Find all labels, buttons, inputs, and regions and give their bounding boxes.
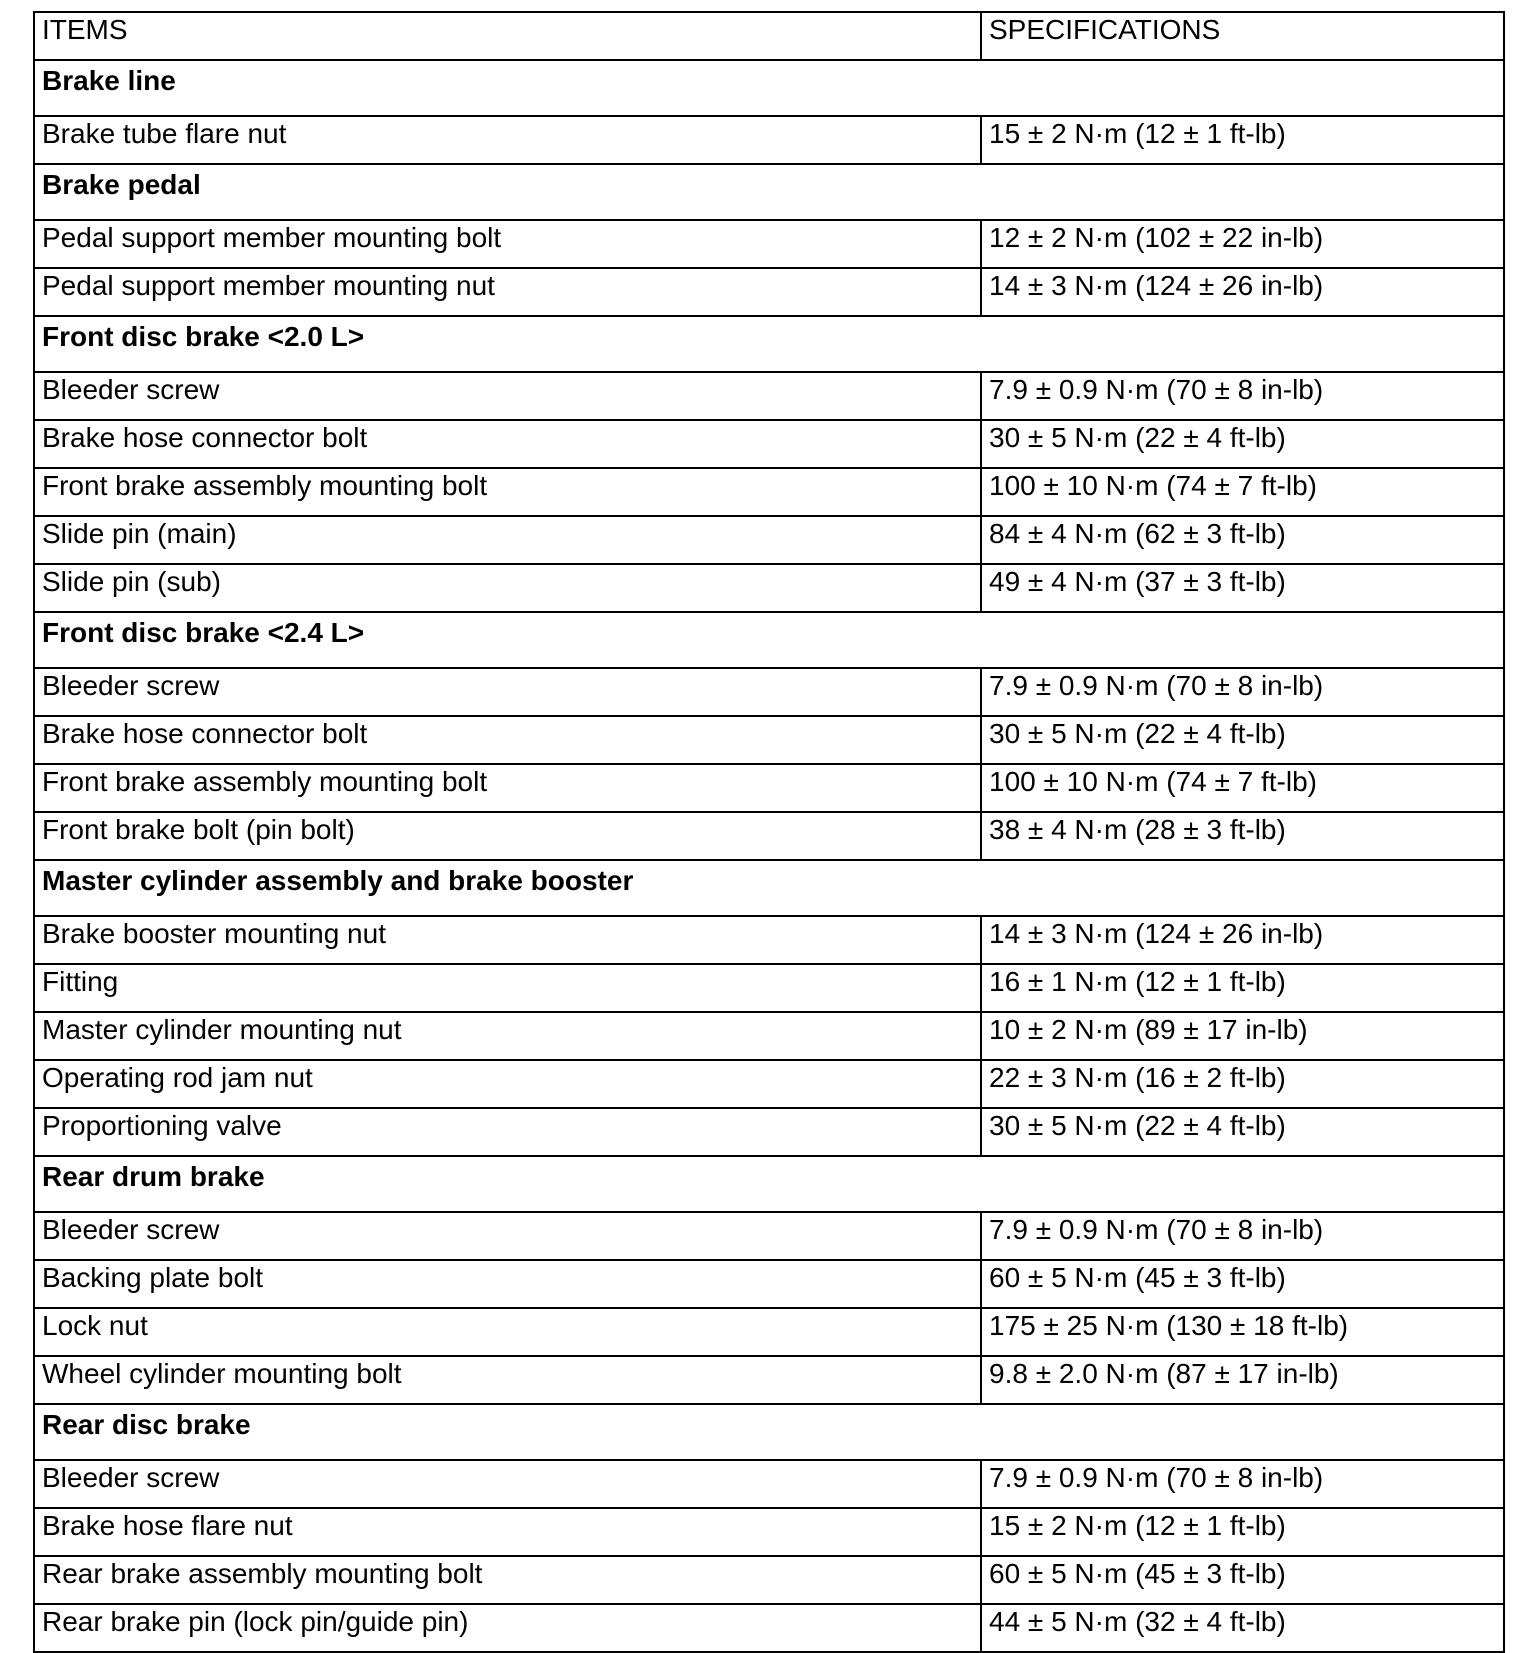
table-row — [34, 516, 1504, 564]
item-cell: Brake hose connector bolt — [34, 716, 981, 764]
table-row — [34, 916, 1504, 964]
spec-cell: 15 ± 2 N·m (12 ± 1 ft-lb) — [981, 116, 1504, 164]
item-cell: Master cylinder mounting nut — [34, 1012, 981, 1060]
spec-cell: 30 ± 5 N·m (22 ± 4 ft-lb) — [981, 420, 1504, 468]
item-cell: Pedal support member mounting bolt — [34, 220, 981, 268]
spec-cell: 7.9 ± 0.9 N·m (70 ± 8 in-lb) — [981, 372, 1504, 420]
spec-cell: 30 ± 5 N·m (22 ± 4 ft-lb) — [981, 716, 1504, 764]
item-cell: Bleeder screw — [34, 1460, 981, 1508]
item-cell: Brake hose flare nut — [34, 1508, 981, 1556]
table-row — [34, 1212, 1504, 1260]
table-row — [34, 812, 1504, 860]
item-cell: Wheel cylinder mounting bolt — [34, 1356, 981, 1404]
spec-cell: 60 ± 5 N·m (45 ± 3 ft-lb) — [981, 1260, 1504, 1308]
header-items: ITEMS — [34, 12, 981, 60]
section-title: Brake pedal — [34, 164, 1504, 220]
spec-cell: 12 ± 2 N·m (102 ± 22 in-lb) — [981, 220, 1504, 268]
table-row — [34, 1556, 1504, 1604]
item-cell: Backing plate bolt — [34, 1260, 981, 1308]
table-row — [34, 668, 1504, 716]
section-header-row — [34, 860, 1504, 916]
spec-cell: 84 ± 4 N·m (62 ± 3 ft-lb) — [981, 516, 1504, 564]
spec-cell: 7.9 ± 0.9 N·m (70 ± 8 in-lb) — [981, 1460, 1504, 1508]
item-cell: Front brake assembly mounting bolt — [34, 468, 981, 516]
table-row — [34, 1356, 1504, 1404]
spec-cell: 14 ± 3 N·m (124 ± 26 in-lb) — [981, 916, 1504, 964]
section-title: Master cylinder assembly and brake booster — [34, 860, 1504, 916]
table-row — [34, 716, 1504, 764]
item-cell: Rear brake assembly mounting bolt — [34, 1556, 981, 1604]
section-header-row — [34, 1404, 1504, 1460]
spec-cell: 14 ± 3 N·m (124 ± 26 in-lb) — [981, 268, 1504, 316]
spec-cell: 10 ± 2 N·m (89 ± 17 in-lb) — [981, 1012, 1504, 1060]
section-title: Front disc brake <2.0 L> — [34, 316, 1504, 372]
item-cell: Lock nut — [34, 1308, 981, 1356]
table-row — [34, 1060, 1504, 1108]
section-title: Front disc brake <2.4 L> — [34, 612, 1504, 668]
spec-cell: 15 ± 2 N·m (12 ± 1 ft-lb) — [981, 1508, 1504, 1556]
section-header-row — [34, 612, 1504, 668]
table-row — [34, 764, 1504, 812]
table-row — [34, 1012, 1504, 1060]
item-cell: Pedal support member mounting nut — [34, 268, 981, 316]
spec-cell: 100 ± 10 N·m (74 ± 7 ft-lb) — [981, 468, 1504, 516]
spec-cell: 100 ± 10 N·m (74 ± 7 ft-lb) — [981, 764, 1504, 812]
spec-cell: 38 ± 4 N·m (28 ± 3 ft-lb) — [981, 812, 1504, 860]
item-cell: Proportioning valve — [34, 1108, 981, 1156]
table-row — [34, 268, 1504, 316]
section-header-row — [34, 60, 1504, 116]
spec-cell: 30 ± 5 N·m (22 ± 4 ft-lb) — [981, 1108, 1504, 1156]
table-row — [34, 1260, 1504, 1308]
item-cell: Slide pin (main) — [34, 516, 981, 564]
header-row — [34, 12, 1504, 60]
section-title: Rear drum brake — [34, 1156, 1504, 1212]
item-cell: Brake tube flare nut — [34, 116, 981, 164]
item-cell: Front brake assembly mounting bolt — [34, 764, 981, 812]
table-row — [34, 1308, 1504, 1356]
section-header-row — [34, 1156, 1504, 1212]
spec-cell: 44 ± 5 N·m (32 ± 4 ft-lb) — [981, 1604, 1504, 1652]
item-cell: Brake hose connector bolt — [34, 420, 981, 468]
table-row — [34, 564, 1504, 612]
item-cell: Bleeder screw — [34, 372, 981, 420]
table-row — [34, 1460, 1504, 1508]
item-cell: Slide pin (sub) — [34, 564, 981, 612]
item-cell: Front brake bolt (pin bolt) — [34, 812, 981, 860]
table-row — [34, 220, 1504, 268]
spec-cell: 49 ± 4 N·m (37 ± 3 ft-lb) — [981, 564, 1504, 612]
torque-spec-table — [33, 11, 1505, 1653]
item-cell: Fitting — [34, 964, 981, 1012]
spec-cell: 7.9 ± 0.9 N·m (70 ± 8 in-lb) — [981, 668, 1504, 716]
table-row — [34, 116, 1504, 164]
section-title: Brake line — [34, 60, 1504, 116]
section-header-row — [34, 316, 1504, 372]
item-cell: Brake booster mounting nut — [34, 916, 981, 964]
table-row — [34, 964, 1504, 1012]
table-row — [34, 420, 1504, 468]
spec-cell: 16 ± 1 N·m (12 ± 1 ft-lb) — [981, 964, 1504, 1012]
item-cell: Bleeder screw — [34, 668, 981, 716]
spec-cell: 175 ± 25 N·m (130 ± 18 ft-lb) — [981, 1308, 1504, 1356]
spec-cell: 7.9 ± 0.9 N·m (70 ± 8 in-lb) — [981, 1212, 1504, 1260]
table-row — [34, 1108, 1504, 1156]
item-cell: Bleeder screw — [34, 1212, 981, 1260]
table-row — [34, 372, 1504, 420]
table-body — [34, 60, 1504, 1652]
spec-cell: 9.8 ± 2.0 N·m (87 ± 17 in-lb) — [981, 1356, 1504, 1404]
item-cell: Rear brake pin (lock pin/guide pin) — [34, 1604, 981, 1652]
item-cell: Operating rod jam nut — [34, 1060, 981, 1108]
header-specifications: SPECIFICATIONS — [981, 12, 1504, 60]
spec-cell: 60 ± 5 N·m (45 ± 3 ft-lb) — [981, 1556, 1504, 1604]
section-header-row — [34, 164, 1504, 220]
table-row — [34, 1508, 1504, 1556]
table-row — [34, 1604, 1504, 1652]
section-title: Rear disc brake — [34, 1404, 1504, 1460]
table-row — [34, 468, 1504, 516]
spec-cell: 22 ± 3 N·m (16 ± 2 ft-lb) — [981, 1060, 1504, 1108]
